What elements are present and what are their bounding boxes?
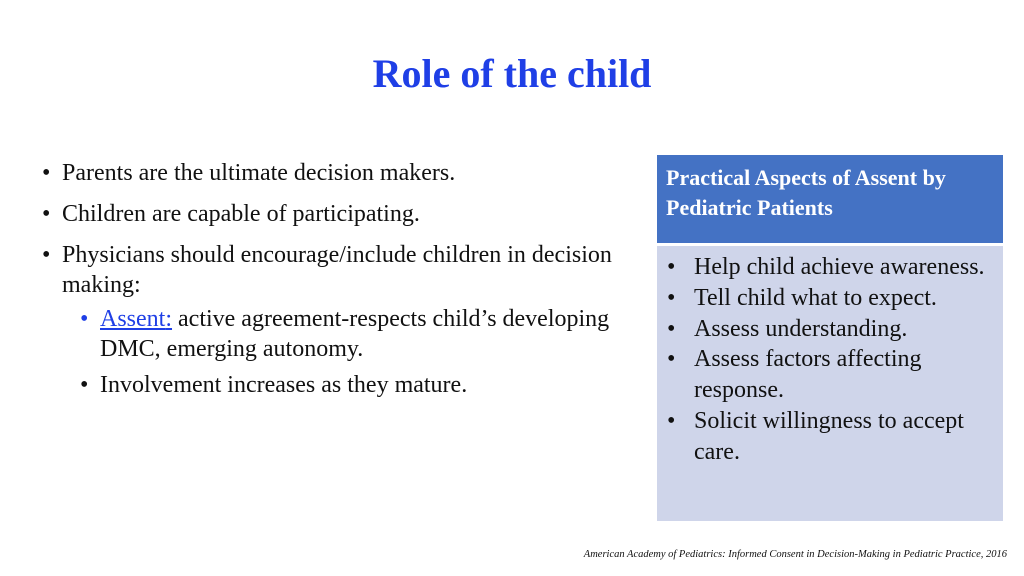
bullet-marker: •: [667, 346, 676, 373]
main-bullet-list: [40, 158, 630, 406]
sub-bullet-item: [80, 304, 630, 364]
bullet-marker: •: [667, 315, 676, 342]
panel-list-item: [667, 344, 993, 406]
bullet-marker: •: [42, 201, 51, 227]
assent-link[interactable]: Assent: [100, 306, 166, 332]
bullet-marker: •: [42, 160, 51, 186]
assent-aspects-panel: [657, 155, 1003, 521]
bullet-marker: •: [80, 306, 89, 332]
bullet-item: [40, 199, 630, 229]
bullet-marker: •: [667, 254, 676, 280]
sub-bullet-item: [80, 370, 630, 400]
sub-bullet-text: Involvement increases as they mature.: [100, 372, 468, 398]
assent-colon: :: [165, 306, 173, 332]
panel-list-item: [667, 252, 993, 283]
panel-list-item: [667, 406, 993, 468]
bullet-marker: •: [42, 242, 51, 268]
bullet-text: Children are capable of participating.: [62, 201, 420, 227]
panel-header: Practical Aspects of Assent by Pediatric Patients: [657, 155, 1003, 243]
panel-item-text: Assess factors affecting response.: [694, 346, 922, 404]
slide-title: Role of the child: [372, 51, 652, 96]
panel-list-item: [667, 314, 993, 345]
panel-item-text: Tell child what to expect.: [694, 284, 937, 311]
bullet-item: [40, 240, 630, 300]
panel-list-item: [667, 283, 993, 314]
panel-item-text: Help child achieve awareness.: [694, 254, 985, 280]
bullet-marker: •: [667, 284, 676, 311]
bullet-text: Parents are the ultimate decision makers.: [62, 160, 456, 186]
bullet-marker: •: [80, 372, 89, 398]
panel-item-text: Assess understanding.: [694, 315, 908, 342]
sub-bullet-text: active agreement-respects child’s developing DMC, emerging autonomy.: [100, 306, 610, 362]
bullet-text: Physicians should encourage/include children in decision making:: [62, 242, 612, 298]
bullet-marker: •: [667, 407, 676, 434]
bullet-item: [40, 158, 630, 188]
panel-body: [657, 246, 1003, 521]
citation: American Academy of Pediatrics: Informed Consent in Decision-Making in Pediatric Practice, 2016: [583, 549, 1007, 560]
panel-item-text: Solicit willingness to accept care.: [694, 407, 964, 465]
